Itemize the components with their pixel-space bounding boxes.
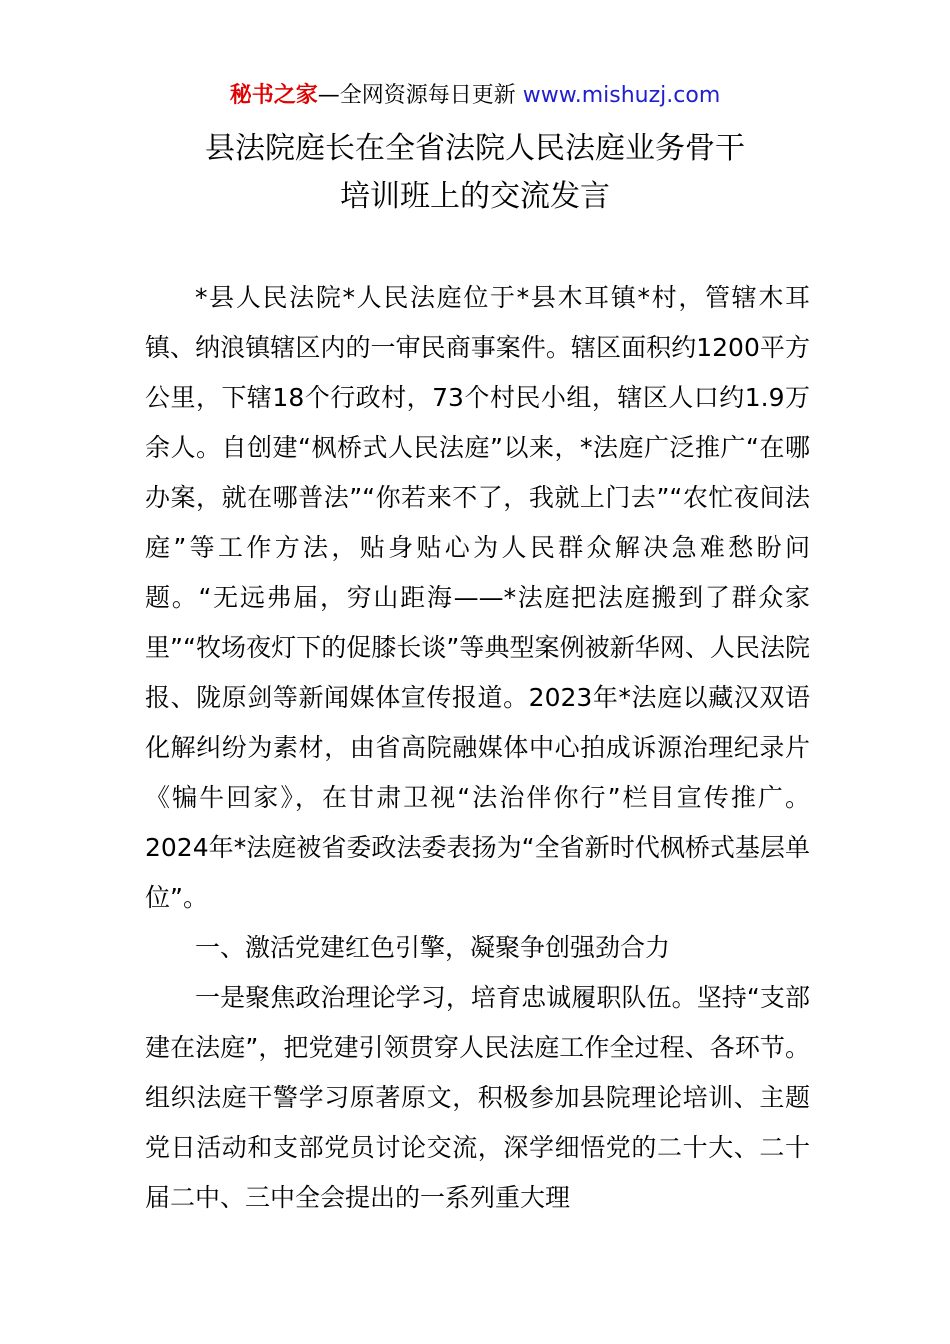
document-body — [145, 273, 810, 1223]
site-tagline: —全网资源每日更新 — [317, 83, 516, 108]
body-paragraph: 一是聚焦政治理论学习，培育忠诚履职队伍。坚持“支部建在法庭”，把党建引领贯穿人民法庭工作全过程、各环节。组织法庭干警学习原著原文，积极参加县院理论培训、主题党日活动和支部党员讨论交流，深学细悟党的二十大、二十届二中、三中全会提出的一系列重大理 — [145, 983, 810, 1212]
section-heading: 一、激活党建红色引擎，凝聚争创强劲合力 — [195, 933, 671, 962]
site-header — [0, 80, 950, 112]
document-title-line-1: 县法院庭长在全省法院人民法庭业务骨干 — [205, 131, 745, 166]
intro-paragraph: *县人民法院*人民法庭位于*县木耳镇*村，管辖木耳镇、纳浪镇辖区内的一审民商事案件。辖区面积约1200平方公里，下辖18个行政村，73个村民小组，辖区人口约1.9万余人。自创建“枫桥式人民法庭”以来，*法庭广泛推广“在哪办案，就在哪普法”“你若来不了，我就上门去”“农忙夜间法庭”等工作方法，贴身贴心为人民群众解决急难愁盼问题。“无远弗届，穷山距海——*法庭把法庭搬到了群众家里”“牧场夜灯下的促膝长谈”等典型案例被新华网、人民法院报、陇原剑等新闻媒体宣传报道。2023年*法庭以藏汉双语化解纠纷为素材，由省高院融媒体中心拍成诉源治理纪录片《犏牛回家》，在甘肃卫视“法治伴你行”栏目宣传推广。2024年*法庭被省委政法委表扬为“全省新时代枫桥式基层单位”。 — [145, 283, 810, 912]
site-brand: 秘书之家 — [229, 83, 318, 108]
site-url-link[interactable]: www.mishuzj.com — [522, 83, 721, 108]
document-title-line-2: 培训班上的交流发言 — [340, 179, 610, 214]
